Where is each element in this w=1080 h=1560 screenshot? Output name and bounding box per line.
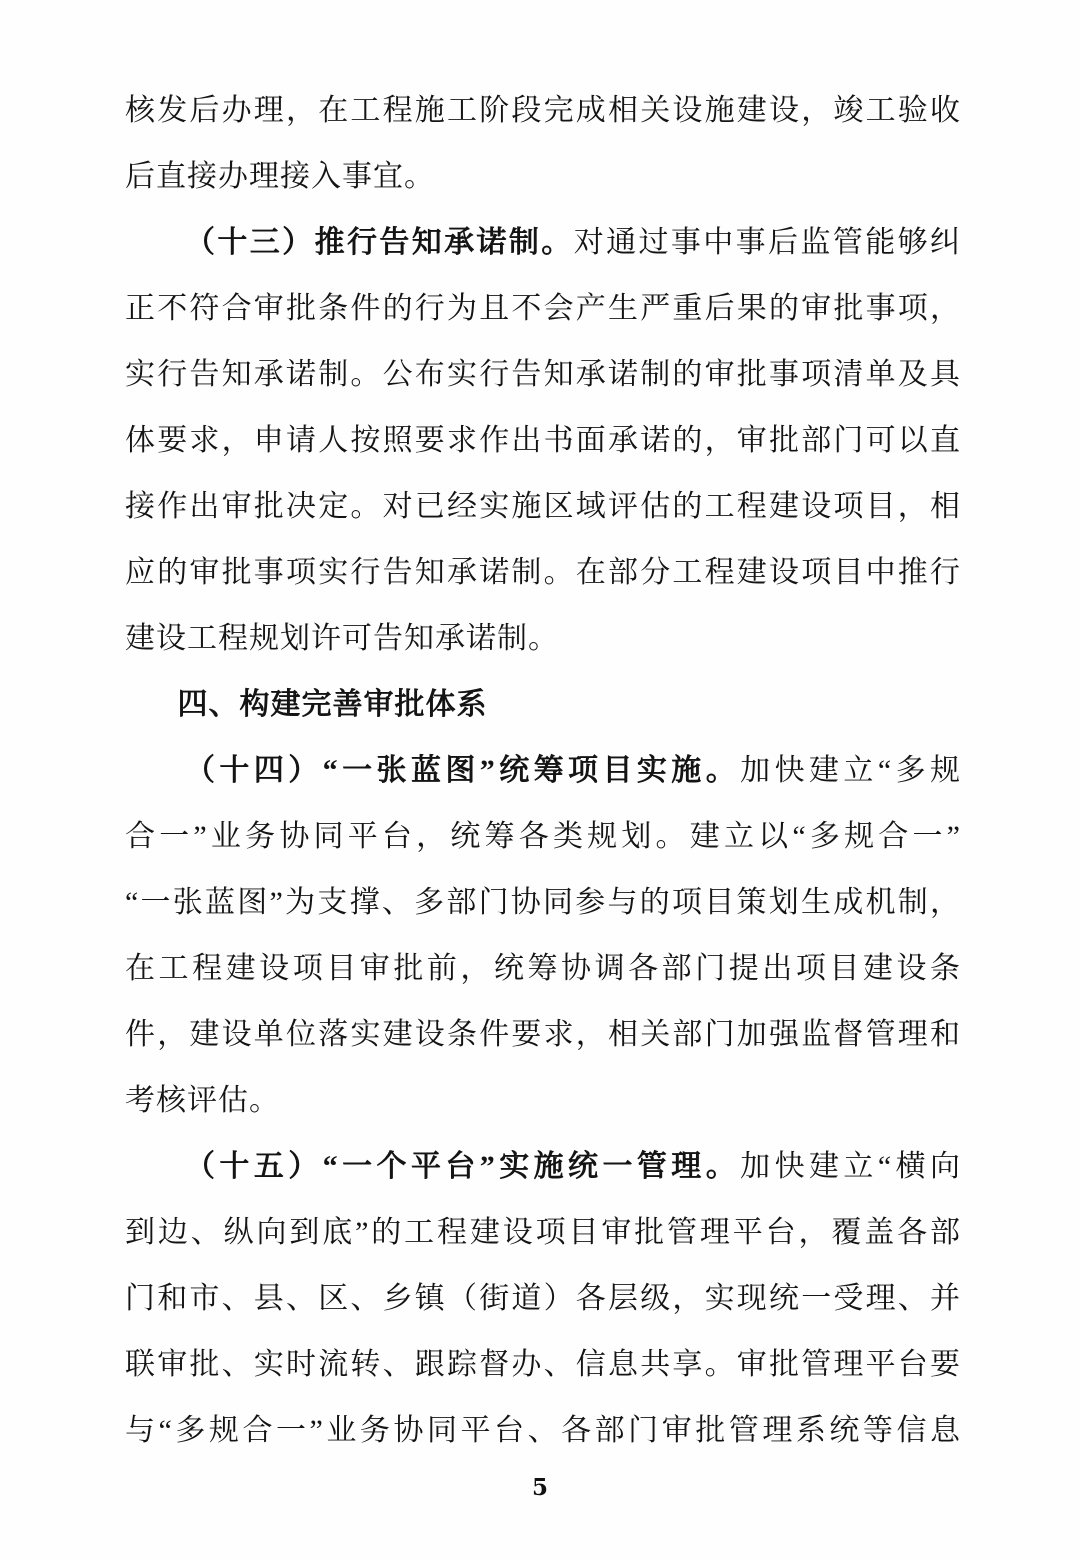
- line-text: 后直接办理接入事宜。: [125, 160, 435, 193]
- line-text: 合一”业务协同平台，统筹各类规划。建立以“多规合一”: [125, 820, 961, 853]
- line-text: 到边、纵向到底”的工程建设项目审批管理平台，覆盖各部: [125, 1216, 961, 1249]
- text-line: [125, 1398, 961, 1464]
- document-body: [125, 78, 961, 1464]
- line-text: 体要求，申请人按照要求作出书面承诺的，审批部门可以直: [125, 424, 961, 457]
- text-line: [125, 1266, 961, 1332]
- line-text: 对通过事中事后监管能够纠: [573, 226, 962, 259]
- text-line: [125, 1068, 961, 1134]
- text-line: [125, 1002, 961, 1068]
- section-4-title: 四、构建完善审批体系: [177, 688, 488, 721]
- line-text: 建设工程规划许可告知承诺制。: [125, 622, 559, 655]
- line-text: 门和市、县、区、乡镇（街道）各层级，实现统一受理、并: [125, 1282, 961, 1315]
- paragraph-start-line: [125, 1134, 961, 1200]
- text-line: [125, 78, 961, 144]
- line-text: 在工程建设项目审批前，统筹协调各部门提出项目建设条: [125, 952, 961, 985]
- line-text: 实行告知承诺制。公布实行告知承诺制的审批事项清单及具: [125, 358, 961, 391]
- text-line: [125, 342, 961, 408]
- line-text: 接作出审批决定。对已经实施区域评估的工程建设项目，相: [125, 490, 961, 523]
- clause-15-title: （十五）“一个平台”实施统一管理。: [185, 1150, 741, 1183]
- text-line: [125, 540, 961, 606]
- section-heading: [125, 672, 961, 738]
- line-text: 加快建立“横向: [740, 1150, 961, 1183]
- text-line: [125, 936, 961, 1002]
- line-text: 核发后办理，在工程施工阶段完成相关设施建设，竣工验收: [125, 94, 961, 127]
- text-line: [125, 606, 961, 672]
- line-text: 联审批、实时流转、跟踪督办、信息共享。审批管理平台要: [125, 1348, 961, 1381]
- text-line: [125, 144, 961, 210]
- text-line: [125, 276, 961, 342]
- text-line: [125, 474, 961, 540]
- clause-14-title: （十四）“一张蓝图”统筹项目实施。: [185, 754, 741, 787]
- text-line: [125, 1332, 961, 1398]
- line-text: 考核评估。: [125, 1084, 280, 1117]
- line-text: 与“多规合一”业务协同平台、各部门审批管理系统等信息: [125, 1414, 961, 1447]
- line-text: 应的审批事项实行告知承诺制。在部分工程建设项目中推行: [125, 556, 961, 589]
- line-text: 件，建设单位落实建设条件要求，相关部门加强监督管理和: [125, 1018, 961, 1051]
- text-line: [125, 870, 961, 936]
- clause-13-title: （十三）推行告知承诺制。: [185, 226, 574, 259]
- line-text: 加快建立“多规: [740, 754, 961, 787]
- paragraph-start-line: [125, 210, 961, 276]
- text-line: [125, 1200, 961, 1266]
- line-text: “一张蓝图”为支撑、多部门协同参与的项目策划生成机制，: [125, 886, 961, 919]
- line-text: 正不符合审批条件的行为且不会产生严重后果的审批事项，: [125, 292, 961, 325]
- text-line: [125, 408, 961, 474]
- text-line: [125, 804, 961, 870]
- paragraph-start-line: [125, 738, 961, 804]
- page-number: 5: [531, 1474, 548, 1501]
